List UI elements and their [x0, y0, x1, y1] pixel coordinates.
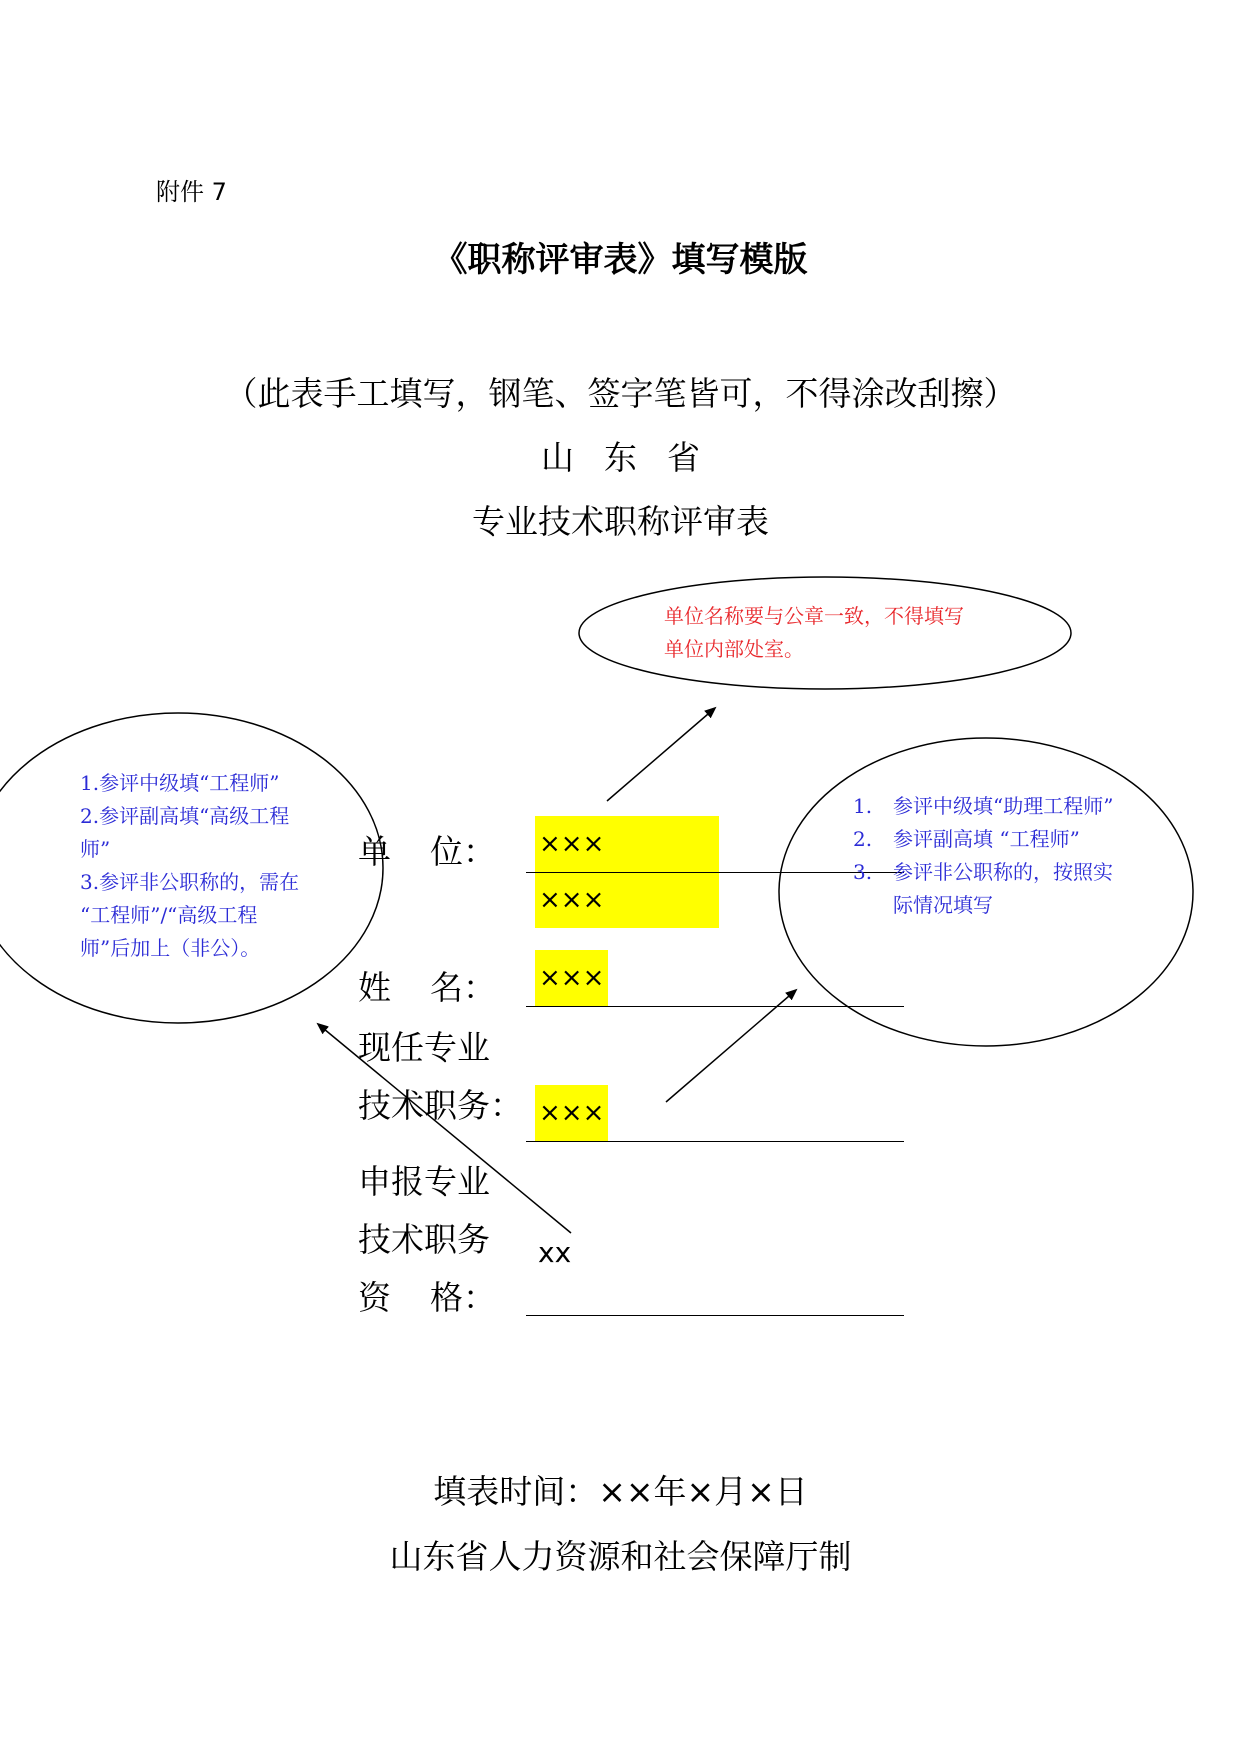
- apply-note-line3: 师”: [80, 837, 111, 861]
- apply-note-line1: 1.参评中级填“工程师”: [80, 771, 280, 795]
- unit-value-1: ×××: [539, 829, 605, 859]
- apply-note-line6: 师”后加上（非公）。: [80, 936, 261, 960]
- apply-label-part2: 格：: [430, 1278, 496, 1317]
- apply-note-arrow: [318, 1024, 571, 1233]
- current-note-item1-text: 参评中级填“助理工程师”: [893, 794, 1114, 818]
- current-note-arrow: [666, 990, 796, 1102]
- unit-note-arrow: [607, 708, 715, 801]
- province-name: 山东省: [541, 438, 730, 477]
- current-title-label-line1: 现任专业: [358, 1028, 490, 1067]
- unit-note-line1: 单位名称要与公章一致，不得填写: [664, 604, 964, 628]
- name-label-part2: 名：: [430, 968, 496, 1007]
- unit-note: [664, 600, 964, 666]
- name-label-part1: 姓: [358, 968, 391, 1007]
- apply-title-label-line2: 技术职务: [358, 1220, 490, 1259]
- instruction-text: （此表手工填写，钢笔、签字笔皆可，不得涂改刮擦）: [224, 374, 1017, 413]
- unit-note-line2: 单位内部处室。: [664, 637, 804, 661]
- unit-label-part1: 单: [358, 832, 391, 871]
- current-note-item3-text-line2: 际情况填写: [893, 893, 993, 917]
- apply-title-value[interactable]: xx: [538, 1236, 572, 1269]
- apply-label-part1: 资: [358, 1278, 391, 1317]
- name-value: ×××: [539, 963, 605, 993]
- fill-date: 填表时间：××年×月×日: [433, 1472, 808, 1511]
- current-note-item1: [853, 790, 1113, 823]
- page-title: 《职称评审表》填写模版: [433, 240, 808, 280]
- current-note-item2-text: 参评副高填 “工程师”: [893, 827, 1080, 851]
- current-note-item2: [853, 823, 1113, 856]
- apply-title-label-line1: 申报专业: [358, 1162, 490, 1201]
- apply-note-line2: 2.参评副高填“高级工程: [80, 804, 290, 828]
- current-note-item2-num: 2.: [853, 827, 873, 851]
- apply-note-line4: 3.参评非公职称的，需在: [80, 870, 300, 894]
- current-note-item3-text-line1: 参评非公职称的，按照实: [893, 860, 1113, 884]
- attachment-label: 附件 7: [156, 178, 227, 206]
- apply-note: [80, 767, 299, 965]
- current-title-value: ×××: [539, 1098, 605, 1128]
- unit-label-part2: 位：: [430, 832, 496, 871]
- apply-note-line5: “工程师”/“高级工程: [80, 903, 258, 927]
- unit-value-2: ×××: [539, 885, 605, 915]
- current-note-item3: [853, 856, 1113, 889]
- current-note: [853, 790, 1113, 922]
- current-note-item1-num: 1.: [853, 794, 873, 818]
- form-name: 专业技术职称评审表: [472, 502, 769, 541]
- current-title-label-line2: 技术职务：: [358, 1086, 523, 1125]
- current-note-item3-num: 3.: [853, 860, 873, 884]
- issuer: 山东省人力资源和社会保障厅制: [389, 1537, 852, 1576]
